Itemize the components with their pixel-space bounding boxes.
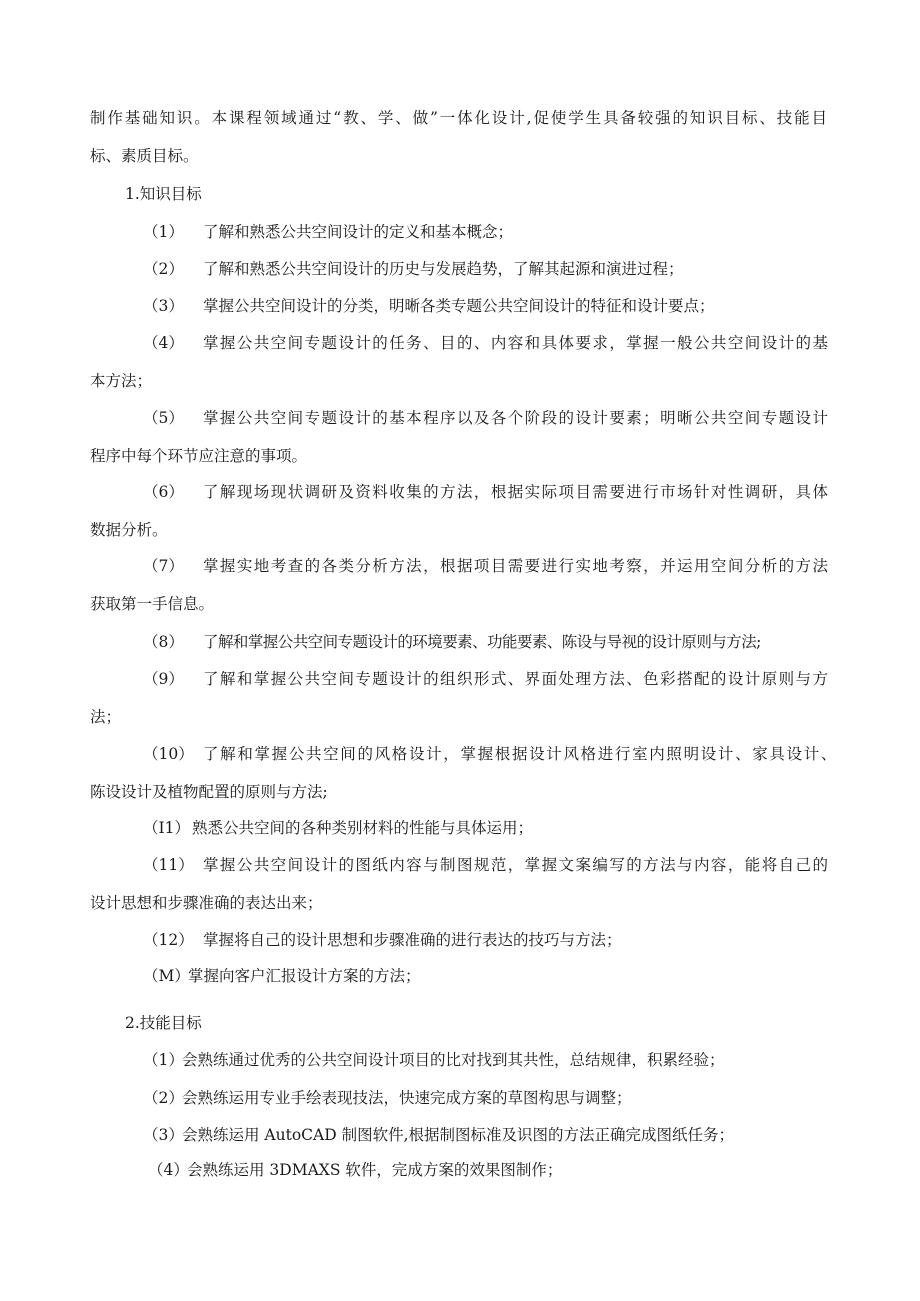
knowledge-item-text: 掌握公共空间设计的图纸内容与制图规范，掌握文案编写的方法与内容，能将自己的: [203, 856, 828, 874]
knowledge-item-num: （10）: [143, 745, 194, 763]
knowledge-item-text: 了解和熟悉公共空间设计的定义和基本概念；: [203, 223, 514, 241]
skills-item-text: 会熟练运用专业手绘表现技法，快速完成方案的草图构思与调整；: [182, 1089, 632, 1107]
knowledge-item-continuation: 设计思想和步骤准确的表达出来；: [90, 894, 323, 912]
knowledge-item-continuation: 本方法；: [90, 372, 153, 390]
knowledge-item-num: （12）: [143, 931, 194, 949]
skills-item-text: 会熟练通过优秀的公共空间设计项目的比对找到其共性，总结规律，积累经验；: [182, 1051, 725, 1069]
knowledge-item-num: （9）: [143, 670, 184, 688]
knowledge-item-continuation: 数据分析。: [90, 521, 168, 539]
knowledge-item-continuation: 法；: [90, 708, 122, 726]
knowledge-item-num: （3）: [143, 297, 184, 315]
knowledge-item-text: 了解现场现状调研及资料收集的方法，根据实际项目需要进行市场针对性调研，具体: [203, 483, 828, 501]
skills-heading: 2.技能目标: [125, 1014, 202, 1032]
knowledge-item-num: （2）: [143, 260, 184, 278]
knowledge-item-text: 掌握实地考查的各类分析方法，根据项目需要进行实地考察，并运用空间分析的方法: [203, 557, 828, 575]
knowledge-item-continuation: 获取第一手信息。: [90, 595, 215, 613]
intro-line-2: 标、素质目标。: [90, 147, 199, 165]
knowledge-item-text: 掌握公共空间专题设计的任务、目的、内容和具体要求，掌握一般公共空间设计的基: [203, 334, 828, 352]
knowledge-item-text: 掌握向客户汇报设计方案的方法；: [188, 967, 421, 985]
knowledge-heading: 1.知识目标: [125, 185, 202, 203]
knowledge-item-text: 了解和熟悉公共空间设计的历史与发展趋势，了解其起源和演进过程；: [203, 260, 684, 278]
knowledge-item-text: 了解和掌握公共空间的风格设计，掌握根据设计风格进行室内照明设计、家具设计、: [203, 745, 836, 763]
skills-item-num: （4）: [148, 1161, 189, 1179]
intro-line-1: 制作基础知识。本课程领域通过“教、学、做”一体化设计,促使学生具备较强的知识目标、技能目: [90, 109, 827, 127]
knowledge-item-text: 熟悉公共空间的各种类别材料的性能与具体运用；: [192, 819, 534, 837]
knowledge-item-num: （7）: [143, 557, 184, 575]
skills-item-text: 会熟练运用 3DMAXS 软件，完成方案的效果图制作；: [187, 1161, 563, 1179]
knowledge-item-num: （6）: [143, 483, 184, 501]
knowledge-item-num: （1）: [143, 223, 184, 241]
knowledge-item-text: 了解和掌握公共空间专题设计的环境要素、功能要素、陈设与导视的设计原则与方法;: [203, 633, 761, 651]
knowledge-item-text: 了解和掌握公共空间专题设计的组织形式、界面处理方法、色彩搭配的设计原则与方: [203, 670, 828, 688]
knowledge-item-text: 掌握公共空间专题设计的基本程序以及各个阶段的设计要素；明晰公共空间专题设计: [203, 409, 828, 427]
knowledge-item-num: （5）: [143, 409, 184, 427]
knowledge-item-continuation: 程序中每个环节应注意的事项。: [90, 447, 308, 465]
knowledge-item-num: （8）: [143, 633, 184, 651]
skills-item-num: （1）: [143, 1051, 184, 1069]
knowledge-item-num: （4）: [143, 334, 184, 352]
skills-item-num: （3）: [143, 1126, 184, 1144]
skills-item-num: （2）: [143, 1089, 184, 1107]
knowledge-item-num: （M）: [143, 967, 190, 985]
knowledge-item-num: （11）: [143, 856, 194, 874]
knowledge-item-num: （I1）: [143, 819, 190, 837]
knowledge-item-continuation: 陈设设计及植物配置的原则与方法;: [90, 783, 328, 801]
knowledge-item-text: 掌握公共空间设计的分类，明晰各类专题公共空间设计的特征和设计要点；: [203, 297, 715, 315]
skills-item-text: 会熟练运用 AutoCAD 制图软件,根据制图标准及识图的方法正确完成图纸任务；: [182, 1126, 735, 1144]
knowledge-item-text: 掌握将自己的设计思想和步骤准确的进行表达的技巧与方法；: [203, 931, 622, 949]
